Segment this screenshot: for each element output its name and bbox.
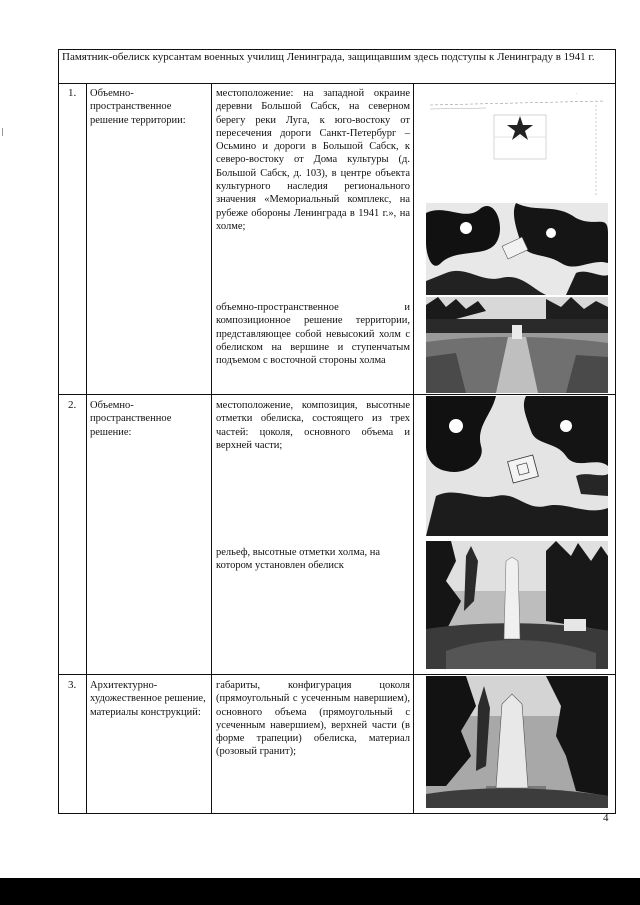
row-description: габариты, конфигурация цоколя (прямоугольный с усеченным навершием), основного объема (прямоугольный с усеченным навершием), верхней части (в форме трапеции) обелиска, материал (розовый гранит);	[216, 680, 410, 758]
table-border-bottom	[58, 813, 616, 814]
row-number: 1.	[68, 87, 77, 99]
scan-margin-mark	[2, 128, 6, 136]
col-divider-3	[413, 83, 414, 814]
col-divider-2	[211, 83, 212, 814]
table-border-right	[615, 49, 616, 814]
row-name: Архитектурно-художественное решение, материалы конструкций:	[90, 680, 206, 718]
monument-table	[58, 49, 616, 814]
aerial-photo	[426, 396, 608, 536]
row-divider-1	[58, 394, 616, 395]
page-number: 4	[603, 812, 609, 824]
obelisk-photo	[426, 541, 608, 669]
table-border-top	[58, 49, 616, 50]
row-number: 2.	[68, 399, 77, 411]
row-description: местоположение, композиция, высотные отметки обелиска, состоящего из трех частей: цоколя, основного объема и верхней части;	[216, 400, 410, 451]
col-divider-1	[86, 83, 87, 814]
aerial-photo	[426, 203, 608, 295]
hill-photo	[426, 297, 608, 393]
header-divider	[58, 83, 616, 84]
star-icon	[507, 116, 533, 140]
row-description-secondary: объемно-пространственное и композиционное решение территории, представляющее собой невысокий холм с обелиском на вершине и ступенчатым подъемом с восточной стороны холма	[216, 302, 410, 367]
table-title: Памятник-обелиск курсантам военных училищ Ленинграда, защищавшим здесь подступы к Ленинграду в 1941 г.	[62, 51, 595, 63]
row-divider-2	[58, 674, 616, 675]
row-name: Объемно-пространственное решение территории:	[90, 88, 186, 126]
table-border-left	[58, 49, 59, 814]
row-description-secondary: рельеф, высотные отметки холма, на котором установлен обелиск	[216, 547, 381, 572]
svg-text:·: ·	[576, 91, 578, 97]
site-plan-map	[426, 85, 608, 203]
row-name: Объемно-пространственное решение:	[90, 400, 172, 438]
row-description: местоположение: на западной окраине деревни Большой Сабск, на северном берегу реки Луга, к юго-востоку от пересечения дороги Санкт-Петербург – Осьмино и дороги в Большой Сабск, к северо-востоку от Дома культуры (д. Большой Сабск, д. 103), в центре объекта культурного наследия регионального значения «Мемориальный комплекс, на рубеже обороны Ленинграда в 1941 г.», на холме;	[216, 88, 410, 232]
obelisk-closeup-photo	[426, 676, 608, 808]
row-number: 3.	[68, 679, 77, 691]
scan-bottom-edge	[0, 878, 640, 905]
